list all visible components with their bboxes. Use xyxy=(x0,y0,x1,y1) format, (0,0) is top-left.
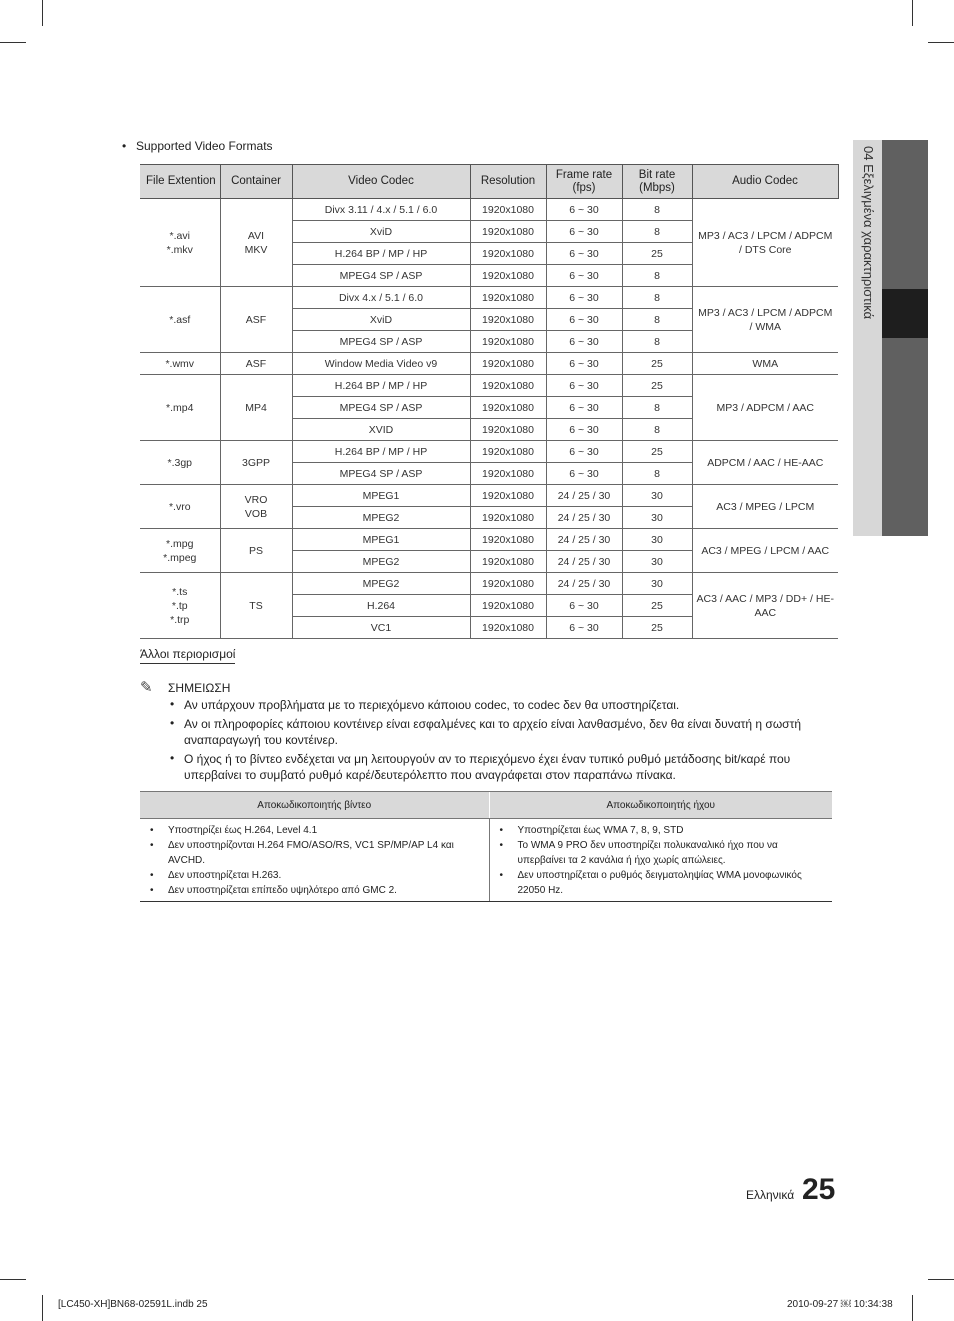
resolution-cell: 1920x1080 xyxy=(470,199,546,221)
bit-rate-cell: 25 xyxy=(622,595,692,617)
bit-rate-cell: 25 xyxy=(622,617,692,639)
video-codec-cell: Window Media Video v9 xyxy=(292,353,470,375)
bit-rate-cell: 25 xyxy=(622,243,692,265)
page-language: Ελληνικά xyxy=(746,1188,795,1202)
video-limit-item: • Δεν υποστηρίζονται H.264 FMO/ASO/RS, VC1 SP/MP/AP L4 και AVCHD. xyxy=(148,838,481,868)
file-extension-cell: *.mp4 xyxy=(140,375,220,441)
bit-rate-cell: 8 xyxy=(622,463,692,485)
container-cell: AVI MKV xyxy=(220,199,292,287)
note-item: • Αν οι πληροφορίες κάποιου κοντέινερ είναι εσφαλμένες και το αρχείο είναι λανθασμένο, δεν θα είναι δυνατή η σωστή αναπαραγωγή του κοντέινερ. xyxy=(168,716,838,748)
resolution-cell: 1920x1080 xyxy=(470,573,546,595)
resolution-cell: 1920x1080 xyxy=(470,419,546,441)
resolution-cell: 1920x1080 xyxy=(470,617,546,639)
frame-rate-cell: 6 ~ 30 xyxy=(546,397,622,419)
frame-rate-cell: 6 ~ 30 xyxy=(546,375,622,397)
container-cell: 3GPP xyxy=(220,441,292,485)
video-codec-cell: VC1 xyxy=(292,617,470,639)
container-cell: MP4 xyxy=(220,375,292,441)
audio-decoder-cell xyxy=(489,819,832,902)
resolution-cell: 1920x1080 xyxy=(470,551,546,573)
frame-rate-cell: 6 ~ 30 xyxy=(546,617,622,639)
crop-mark xyxy=(928,1279,954,1280)
resolution-cell: 1920x1080 xyxy=(470,221,546,243)
chapter-tab-strip xyxy=(882,140,928,536)
frame-rate-cell: 24 / 25 / 30 xyxy=(546,507,622,529)
container-cell: ASF xyxy=(220,353,292,375)
video-limit-item: • Υποστηρίζει έως H.264, Level 4.1 xyxy=(148,823,481,838)
column-header: Container xyxy=(220,165,292,199)
video-codec-cell: XviD xyxy=(292,221,470,243)
supported-formats-table xyxy=(140,164,839,639)
pencil-note-icon: ✎ xyxy=(140,679,153,696)
table-row xyxy=(140,485,838,507)
video-codec-cell: H.264 BP / MP / HP xyxy=(292,441,470,463)
file-extension-cell: *.ts *.tp *.trp xyxy=(140,573,220,639)
table-row xyxy=(140,375,838,397)
video-limit-item: • Δεν υποστηρίζεται H.263. xyxy=(148,868,481,883)
table-row xyxy=(140,353,838,375)
resolution-cell: 1920x1080 xyxy=(470,309,546,331)
audio-codec-cell: MP3 / AC3 / LPCM / ADPCM / DTS Core xyxy=(692,199,838,287)
video-codec-cell: MPEG2 xyxy=(292,573,470,595)
bit-rate-cell: 8 xyxy=(622,309,692,331)
chapter-tab-label: 04 Εξελιγμένα χαρακτηριστικά xyxy=(861,146,876,320)
audio-limit-item: • Δεν υποστηρίζεται ο ρυθμός δειγματοληψίας WMA μονοφωνικός 22050 Hz. xyxy=(498,868,825,898)
video-codec-cell: Divx 3.11 / 4.x / 5.1 / 6.0 xyxy=(292,199,470,221)
file-extension-cell: *.avi *.mkv xyxy=(140,199,220,287)
video-codec-cell: MPEG4 SP / ASP xyxy=(292,265,470,287)
audio-codec-cell: MP3 / ADPCM / AAC xyxy=(692,375,838,441)
frame-rate-cell: 6 ~ 30 xyxy=(546,331,622,353)
crop-mark xyxy=(912,0,913,26)
resolution-cell: 1920x1080 xyxy=(470,287,546,309)
frame-rate-cell: 6 ~ 30 xyxy=(546,595,622,617)
video-codec-cell: H.264 BP / MP / HP xyxy=(292,243,470,265)
bit-rate-cell: 30 xyxy=(622,485,692,507)
video-limit-item: • Δεν υποστηρίζεται επίπεδο υψηλότερο από GMC 2. xyxy=(148,883,481,898)
audio-codec-cell: AC3 / AAC / MP3 / DD+ / HE-AAC xyxy=(692,573,838,639)
table-body xyxy=(140,199,838,639)
audio-codec-cell: AC3 / MPEG / LPCM xyxy=(692,485,838,529)
resolution-cell: 1920x1080 xyxy=(470,397,546,419)
resolution-cell: 1920x1080 xyxy=(470,485,546,507)
frame-rate-cell: 24 / 25 / 30 xyxy=(546,485,622,507)
note-item: • Αν υπάρχουν προβλήματα με το περιεχόμενο κάποιου codec, το codec δεν θα υποστηρίζεται. xyxy=(168,697,838,713)
resolution-cell: 1920x1080 xyxy=(470,353,546,375)
table-header-row xyxy=(140,165,838,199)
video-codec-cell: MPEG4 SP / ASP xyxy=(292,463,470,485)
other-limits-title: Άλλοι περιορισμοί xyxy=(140,647,235,664)
note-list xyxy=(168,697,838,786)
frame-rate-cell: 6 ~ 30 xyxy=(546,287,622,309)
video-codec-cell: MPEG4 SP / ASP xyxy=(292,331,470,353)
container-cell: ASF xyxy=(220,287,292,353)
resolution-cell: 1920x1080 xyxy=(470,529,546,551)
file-extension-cell: *.asf xyxy=(140,287,220,353)
video-codec-cell: H.264 xyxy=(292,595,470,617)
frame-rate-cell: 6 ~ 30 xyxy=(546,441,622,463)
file-extension-cell: *.vro xyxy=(140,485,220,529)
video-codec-cell: Divx 4.x / 5.1 / 6.0 xyxy=(292,287,470,309)
resolution-cell: 1920x1080 xyxy=(470,441,546,463)
frame-rate-cell: 6 ~ 30 xyxy=(546,199,622,221)
resolution-cell: 1920x1080 xyxy=(470,463,546,485)
crop-mark xyxy=(0,42,26,43)
frame-rate-cell: 6 ~ 30 xyxy=(546,353,622,375)
video-codec-cell: MPEG2 xyxy=(292,507,470,529)
resolution-cell: 1920x1080 xyxy=(470,243,546,265)
frame-rate-cell: 6 ~ 30 xyxy=(546,309,622,331)
crop-mark xyxy=(42,1295,43,1321)
video-decoder-header: Αποκωδικοποιητής βίντεο xyxy=(140,792,489,819)
frame-rate-cell: 6 ~ 30 xyxy=(546,243,622,265)
resolution-cell: 1920x1080 xyxy=(470,595,546,617)
bit-rate-cell: 30 xyxy=(622,529,692,551)
crop-mark xyxy=(0,1279,26,1280)
crop-mark xyxy=(912,1295,913,1321)
file-extension-cell: *.wmv xyxy=(140,353,220,375)
bit-rate-cell: 8 xyxy=(622,397,692,419)
video-codec-cell: MPEG1 xyxy=(292,485,470,507)
section-heading-text: Supported Video Formats xyxy=(136,139,273,153)
note-item: • Ο ήχος ή το βίντεο ενδέχεται να μη λειτουργούν αν το περιεχόμενο έχει έναν τυπικό ρυθμό μετάδοσης bit/καρέ που υπερβαίνει το συμβατό ρυθμό καρέ/δευτερόλεπτο που αναγράφεται στον παραπάνω πίνακα. xyxy=(168,751,838,783)
video-codec-cell: H.264 BP / MP / HP xyxy=(292,375,470,397)
chapter-tab-marker xyxy=(882,289,928,338)
bit-rate-cell: 8 xyxy=(622,265,692,287)
video-decoder-cell xyxy=(140,819,489,902)
bit-rate-cell: 8 xyxy=(622,287,692,309)
print-timestamp: 2010-09-27 ￼ 10:34:38 xyxy=(787,1299,893,1310)
file-extension-cell: *.3gp xyxy=(140,441,220,485)
audio-codec-cell: AC3 / MPEG / LPCM / AAC xyxy=(692,529,838,573)
container-cell: TS xyxy=(220,573,292,639)
section-heading xyxy=(122,139,273,153)
column-header: Frame rate (fps) xyxy=(546,165,622,199)
resolution-cell: 1920x1080 xyxy=(470,331,546,353)
bit-rate-cell: 8 xyxy=(622,221,692,243)
video-codec-cell: XVID xyxy=(292,419,470,441)
column-header: Bit rate (Mbps) xyxy=(622,165,692,199)
resolution-cell: 1920x1080 xyxy=(470,265,546,287)
page-number: 25 xyxy=(802,1173,836,1206)
file-extension-cell: *.mpg *.mpeg xyxy=(140,529,220,573)
column-header: File Extention xyxy=(140,165,220,199)
video-codec-cell: MPEG1 xyxy=(292,529,470,551)
print-file-info: [LC450-XH]BN68-02591L.indb 25 xyxy=(58,1299,208,1310)
frame-rate-cell: 6 ~ 30 xyxy=(546,265,622,287)
note-title-text: ΣΗΜΕΙΩΣΗ xyxy=(168,681,231,695)
frame-rate-cell: 24 / 25 / 30 xyxy=(546,551,622,573)
video-codec-cell: MPEG2 xyxy=(292,551,470,573)
column-header: Video Codec xyxy=(292,165,470,199)
bit-rate-cell: 25 xyxy=(622,441,692,463)
crop-mark xyxy=(42,0,43,26)
bit-rate-cell: 25 xyxy=(622,375,692,397)
table-row xyxy=(140,287,838,309)
frame-rate-cell: 24 / 25 / 30 xyxy=(546,529,622,551)
container-cell: PS xyxy=(220,529,292,573)
audio-limit-item: • Υποστηρίζεται έως WMA 7, 8, 9, STD xyxy=(498,823,825,838)
audio-codec-cell: WMA xyxy=(692,353,838,375)
decoder-limits-table xyxy=(140,791,832,902)
audio-limit-item: • Το WMA 9 PRO δεν υποστηρίζει πολυκαναλικό ήχο που να υπερβαίνει τα 2 κανάλια ή ήχο χωρίς απώλειες. xyxy=(498,838,825,868)
table-row xyxy=(140,573,838,595)
container-cell: VRO VOB xyxy=(220,485,292,529)
frame-rate-cell: 6 ~ 30 xyxy=(546,419,622,441)
column-header: Audio Codec xyxy=(692,165,838,199)
audio-codec-cell: MP3 / AC3 / LPCM / ADPCM / WMA xyxy=(692,287,838,353)
bit-rate-cell: 30 xyxy=(622,551,692,573)
note-title xyxy=(140,678,230,696)
column-header: Resolution xyxy=(470,165,546,199)
frame-rate-cell: 6 ~ 30 xyxy=(546,463,622,485)
bullet-icon: • xyxy=(122,139,127,153)
audio-decoder-header: Αποκωδικοποιητής ήχου xyxy=(489,792,832,819)
bit-rate-cell: 8 xyxy=(622,199,692,221)
crop-mark xyxy=(928,42,954,43)
bit-rate-cell: 8 xyxy=(622,419,692,441)
bit-rate-cell: 30 xyxy=(622,573,692,595)
resolution-cell: 1920x1080 xyxy=(470,507,546,529)
table-row xyxy=(140,441,838,463)
bit-rate-cell: 25 xyxy=(622,353,692,375)
audio-codec-cell: ADPCM / AAC / HE-AAC xyxy=(692,441,838,485)
bit-rate-cell: 8 xyxy=(622,331,692,353)
resolution-cell: 1920x1080 xyxy=(470,375,546,397)
frame-rate-cell: 24 / 25 / 30 xyxy=(546,573,622,595)
table-row xyxy=(140,199,838,221)
table-row xyxy=(140,529,838,551)
bit-rate-cell: 30 xyxy=(622,507,692,529)
video-codec-cell: MPEG4 SP / ASP xyxy=(292,397,470,419)
frame-rate-cell: 6 ~ 30 xyxy=(546,221,622,243)
video-codec-cell: XviD xyxy=(292,309,470,331)
